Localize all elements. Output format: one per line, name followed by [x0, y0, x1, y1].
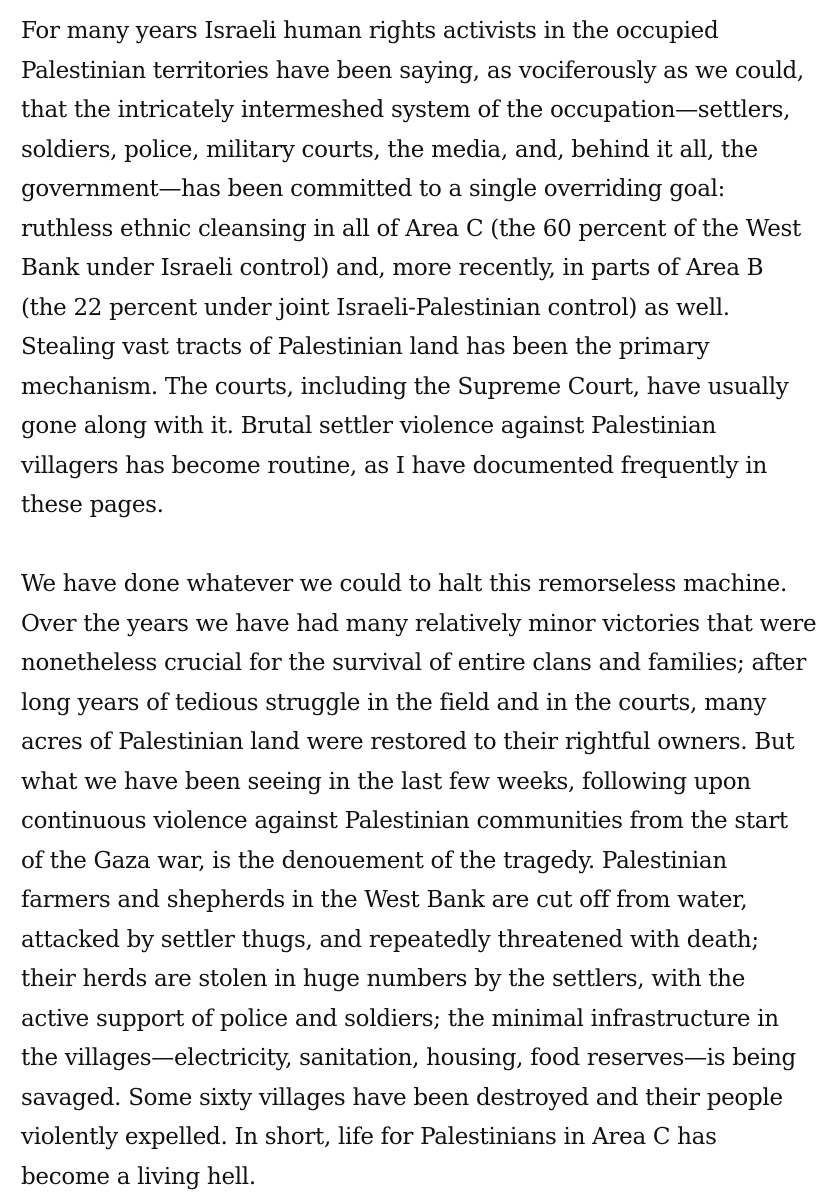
paragraph-1 — [21, 12, 833, 526]
text-line: Palestinian territories have been saying, as vociferously as we could, — [21, 57, 804, 84]
text-line: acres of Palestinian land were restored to their rightful owners. But — [21, 729, 795, 755]
text-line: farmers and shepherds in the West Bank are cut off from water, — [21, 887, 748, 913]
text-line: soldiers, police, military courts, the media, and, behind it all, the — [21, 136, 758, 163]
text-line: mechanism. The courts, including the Supreme Court, have usually — [21, 373, 789, 400]
text-line: long years of tedious struggle in the field and in the courts, many — [21, 689, 767, 716]
text-line: continuous violence against Palestinian communities from the start — [21, 808, 788, 834]
paragraph-2 — [21, 565, 833, 1197]
text-line: We have done whatever we could to halt this remorseless machine. — [21, 571, 787, 597]
text-line: Stealing vast tracts of Palestinian land has been the primary — [21, 334, 710, 360]
article-body — [21, 12, 833, 1197]
text-line: become a living hell. — [21, 1163, 256, 1190]
text-line: gone along with it. Brutal settler violence against Palestinian — [21, 413, 716, 439]
text-line: villagers has become routine, as I have documented frequently in — [21, 452, 767, 479]
text-line: Bank under Israeli control) and, more recently, in parts of Area B — [21, 255, 764, 281]
text-line: what we have been seeing in the last few weeks, following upon — [21, 768, 751, 795]
text-line: these pages. — [21, 492, 164, 518]
text-line: their herds are stolen in huge numbers by the settlers, with the — [21, 966, 745, 992]
text-line: government—has been committed to a single overriding goal: — [21, 176, 726, 202]
text-line: violently expelled. In short, life for Palestinians in Area C has — [21, 1124, 717, 1150]
text-line: attacked by settler thugs, and repeatedly threatened with death; — [21, 926, 759, 953]
text-line: savaged. Some sixty villages have been destroyed and their people — [21, 1084, 783, 1111]
text-line: the villages—electricity, sanitation, housing, food reserves—is being — [21, 1045, 796, 1071]
text-line: that the intricately intermeshed system of the occupation—settlers, — [21, 97, 791, 123]
text-line: For many years Israeli human rights activists in the occupied — [21, 18, 719, 44]
text-line: ruthless ethnic cleansing in all of Area C (the 60 percent of the West — [21, 215, 801, 242]
text-line: active support of police and soldiers; the minimal infrastructure in — [21, 1005, 779, 1032]
text-line: nonetheless crucial for the survival of entire clans and families; after — [21, 650, 807, 676]
text-line: Over the years we have had many relatively minor victories that were — [21, 610, 817, 637]
text-line: (the 22 percent under joint Israeli-Palestinian control) as well. — [21, 294, 730, 321]
text-line: of the Gaza war, is the denouement of the tragedy. Palestinian — [21, 847, 727, 874]
